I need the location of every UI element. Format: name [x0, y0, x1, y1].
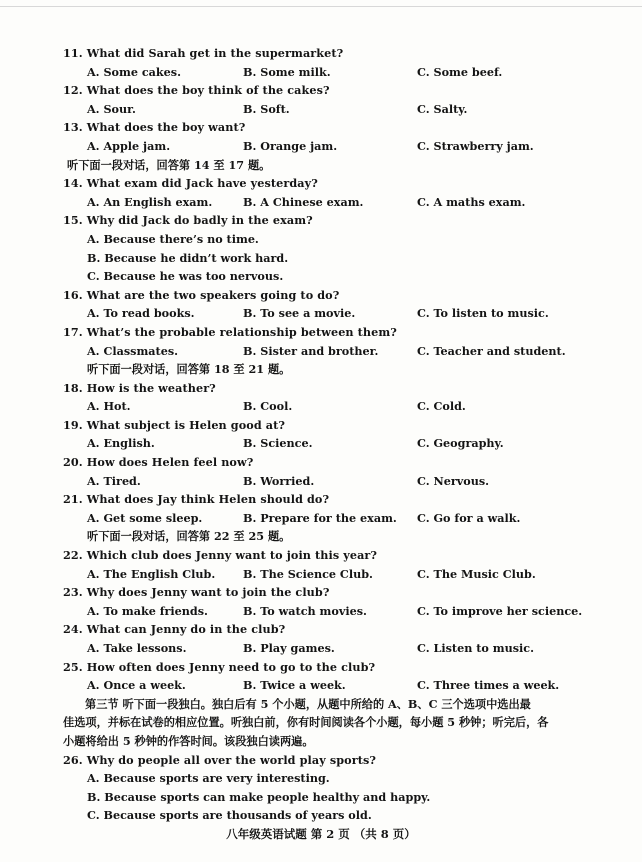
- option-15-c: C. Because he was too nervous.: [87, 269, 284, 284]
- option-23-b: B. To watch movies.: [243, 603, 367, 618]
- option-16-b: B. To see a movie.: [243, 306, 356, 321]
- option-14-c: C. A maths exam.: [417, 194, 526, 209]
- option-25-c: C. Three times a week.: [417, 678, 560, 693]
- option-24-c: C. Listen to music.: [417, 641, 534, 655]
- question-11: 11. What did Sarah get in the supermarket?: [63, 46, 344, 60]
- option-26-a: A. Because sports are very interesting.: [87, 771, 330, 786]
- question-26: 26. Why do people all over the world play sports?: [63, 752, 377, 767]
- question-21: 21. What does Jay think Helen should do?: [63, 492, 330, 507]
- question-16: 16. What are the two speakers going to do?: [63, 287, 340, 302]
- question-group-26: [0, 751, 642, 825]
- question-group-18-21: [0, 379, 642, 528]
- option-19-b: B. Science.: [243, 436, 313, 451]
- question-23: 23. Why does Jenny want to join the club?: [63, 585, 330, 600]
- listening-section: [0, 44, 642, 825]
- question-25: 25. How often does Jenny need to go to the club?: [63, 659, 376, 674]
- scan-edge-line: [0, 6, 642, 7]
- question-group-22-25: [0, 546, 642, 695]
- option-16-c: C. To listen to music.: [417, 306, 549, 321]
- option-13-b: B. Orange jam.: [243, 138, 338, 153]
- option-25-a: A. Once a week.: [87, 678, 186, 693]
- option-18-c: C. Cold.: [417, 399, 466, 414]
- option-23-c: C. To improve her science.: [417, 603, 583, 618]
- option-12-a: A. Sour.: [87, 101, 136, 116]
- option-13-c: C. Strawberry jam.: [417, 138, 534, 153]
- section-3-line-2: 佳选项，并标在试卷的相应位置。听独白前，你有时间阅读各个小题，每小题 5 秒钟；听完后，各: [63, 715, 549, 730]
- option-26-c: C. Because sports are thousands of years old.: [87, 808, 372, 823]
- question-15: 15. Why did Jack do badly in the exam?: [63, 213, 313, 228]
- option-11-c: C. Some beef.: [417, 64, 503, 79]
- option-15-b: B. Because he didn’t work hard.: [87, 250, 289, 265]
- question-12: 12. What does the boy think of the cakes?: [63, 83, 330, 98]
- question-17: 17. What’s the probable relationship between them?: [63, 324, 397, 339]
- option-20-a: A. Tired.: [87, 473, 141, 488]
- option-17-c: C. Teacher and student.: [417, 343, 566, 358]
- option-14-a: A. An English exam.: [87, 194, 213, 209]
- option-25-b: B. Twice a week.: [243, 678, 346, 693]
- option-17-a: A. Classmates.: [87, 343, 179, 358]
- option-22-c: C. The Music Club.: [417, 566, 536, 581]
- question-group-11-13: [0, 44, 642, 156]
- option-18-a: A. Hot.: [87, 399, 131, 414]
- question-20: 20. How does Helen feel now?: [63, 455, 254, 470]
- option-24-b: B. Play games.: [243, 641, 335, 655]
- option-19-c: C. Geography.: [417, 436, 504, 451]
- option-21-b: B. Prepare for the exam.: [243, 510, 397, 525]
- question-19: 19. What subject is Helen good at?: [63, 417, 286, 432]
- option-23-a: A. To make friends.: [87, 603, 208, 618]
- page-footer: 八年级英语试题 第 2 页 （共 8 页）: [226, 827, 416, 841]
- instruction-22-25: 听下面一段对话，回答第 22 至 25 题。: [87, 529, 291, 544]
- option-22-a: A. The English Club.: [87, 566, 216, 581]
- question-22: 22. Which club does Jenny want to join this year?: [63, 548, 378, 563]
- option-21-a: A. Get some sleep.: [87, 510, 203, 525]
- option-17-b: B. Sister and brother.: [243, 343, 379, 358]
- option-22-b: B. The Science Club.: [243, 566, 373, 581]
- question-group-14-17: [0, 174, 642, 360]
- question-14: 14. What exam did Jack have yesterday?: [63, 176, 318, 191]
- option-11-a: A. Some cakes.: [87, 64, 181, 79]
- option-16-a: A. To read books.: [87, 306, 195, 321]
- option-20-c: C. Nervous.: [417, 473, 490, 488]
- option-12-b: B. Soft.: [243, 101, 290, 116]
- option-11-b: B. Some milk.: [243, 64, 331, 79]
- option-18-b: B. Cool.: [243, 399, 293, 414]
- instruction-18-21: 听下面一段对话，回答第 18 至 21 题。: [87, 362, 291, 377]
- question-13: 13. What does the boy want?: [63, 120, 246, 135]
- question-18: 18. How is the weather?: [63, 380, 216, 395]
- question-24: 24. What can Jenny do in the club?: [63, 622, 286, 637]
- option-13-a: A. Apple jam.: [87, 138, 171, 153]
- option-15-a: A. Because there’s no time.: [87, 231, 259, 246]
- option-26-b: B. Because sports can make people healthy and happy.: [87, 789, 431, 804]
- option-24-a: A. Take lessons.: [87, 641, 187, 655]
- option-20-b: B. Worried.: [243, 473, 315, 488]
- option-19-a: A. English.: [87, 436, 155, 451]
- section-3-line-3: 小题将给出 5 秒钟的作答时间。该段独白读两遍。: [63, 733, 314, 748]
- instruction-14-17: 听下面一段对话，回答第 14 至 17 题。: [67, 157, 271, 172]
- option-12-c: C. Salty.: [417, 101, 468, 116]
- section-3-instructions: [0, 695, 642, 751]
- option-14-b: B. A Chinese exam.: [243, 194, 364, 209]
- section-3-line-1: 第三节 听下面一段独白。独白后有 5 个小题，从题中所给的 A、B、C 三个选项中选出最: [85, 696, 531, 711]
- option-21-c: C. Go for a walk.: [417, 510, 521, 525]
